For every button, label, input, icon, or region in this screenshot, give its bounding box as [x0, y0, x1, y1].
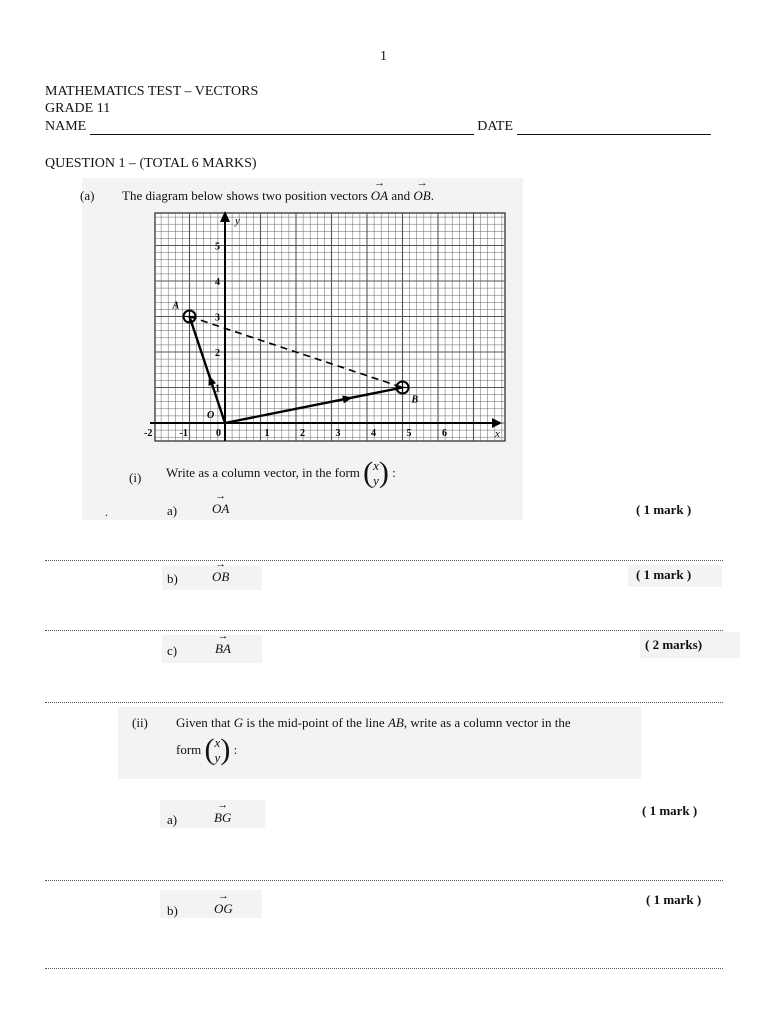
- part-a-label: (a): [80, 188, 95, 203]
- part-a-and: and: [391, 188, 411, 203]
- vector-grid-diagram: [140, 208, 512, 458]
- marks-ob: ( 1 mark ): [636, 567, 692, 582]
- date-field[interactable]: [517, 120, 711, 135]
- part-a-text: [122, 177, 434, 204]
- part-ii-text: Given that G is the mid-point of the line AB, write as a column vector in the: [176, 715, 571, 730]
- sub-a2-label: a): [167, 812, 178, 827]
- y-tick-label: 3: [215, 312, 220, 324]
- x-tick-label: 6: [442, 428, 447, 439]
- origin-label: O: [207, 410, 215, 421]
- point-b-label: B: [411, 394, 419, 406]
- marks-oa: ( 1 mark ): [636, 502, 692, 517]
- part-i-sentence: Write as a column vector, in the form: [166, 465, 360, 480]
- page-number: 1: [380, 49, 387, 64]
- scan-dot: .: [105, 505, 108, 519]
- x-tick-label: 4: [371, 428, 376, 439]
- test-title: MATHEMATICS TEST – VECTORS: [45, 84, 259, 99]
- item-ob: → OB: [212, 558, 230, 584]
- part-ii-label: (ii): [132, 715, 148, 730]
- y-tick-label: 5: [215, 241, 220, 253]
- x-tick-label: 2: [300, 428, 305, 439]
- vector-oa: → OA: [370, 177, 389, 203]
- sub-c-label: c): [167, 643, 178, 658]
- name-field[interactable]: [90, 120, 474, 135]
- part-ii-form: form ( x y ) :: [176, 733, 238, 766]
- y-tick-label: 2: [215, 348, 220, 359]
- y-tick-label: 1: [215, 383, 220, 395]
- name-label: NAME: [45, 119, 87, 134]
- date-label: DATE: [477, 119, 514, 134]
- sub-b2-label: b): [167, 903, 178, 918]
- grade-label: GRADE 11: [45, 101, 111, 116]
- marks-ba: ( 2 marks): [645, 637, 703, 652]
- x-tick-label: 5: [406, 428, 412, 439]
- answer-line-bg[interactable]: [45, 880, 723, 881]
- part-i-label: (i): [129, 470, 142, 485]
- x-axis-label: x: [495, 428, 500, 440]
- x-tick-label: -2: [144, 428, 153, 439]
- y-tick-label: 4: [215, 277, 220, 288]
- grid-border: [155, 213, 505, 441]
- y-axis-label: y: [235, 215, 240, 227]
- part-a-period: .: [430, 188, 434, 203]
- sub-a-label: a): [167, 503, 178, 518]
- x-tick-label: 0: [216, 428, 221, 439]
- item-ba: → BA: [215, 630, 231, 656]
- sub-b-label: b): [167, 571, 178, 586]
- column-vector-form: x y: [373, 458, 379, 488]
- part-i-colon: :: [392, 465, 396, 480]
- answer-line-og[interactable]: [45, 968, 723, 969]
- x-tick-label: -1: [179, 428, 188, 439]
- item-oa: → OA: [212, 490, 230, 516]
- part-i-text: Write as a column vector, in the form ( x y ) :: [166, 456, 396, 489]
- question-heading: QUESTION 1 – (TOTAL 6 MARKS): [45, 156, 257, 171]
- point-a-label: A: [172, 300, 180, 312]
- x-tick-label: 3: [335, 428, 341, 439]
- x-tick-label: 1: [264, 428, 270, 439]
- vector-ob: → OB: [413, 177, 431, 203]
- answer-line-oa[interactable]: [45, 560, 723, 561]
- item-bg: → BG: [214, 799, 232, 825]
- marks-bg: ( 1 mark ): [642, 803, 698, 818]
- item-og: → OG: [214, 890, 233, 916]
- marks-og: ( 1 mark ): [646, 892, 702, 907]
- answer-line-ba[interactable]: [45, 702, 723, 703]
- part-a-sentence: The diagram below shows two position vectors: [122, 188, 368, 203]
- answer-line-ob[interactable]: [45, 630, 723, 631]
- name-row: [45, 118, 711, 135]
